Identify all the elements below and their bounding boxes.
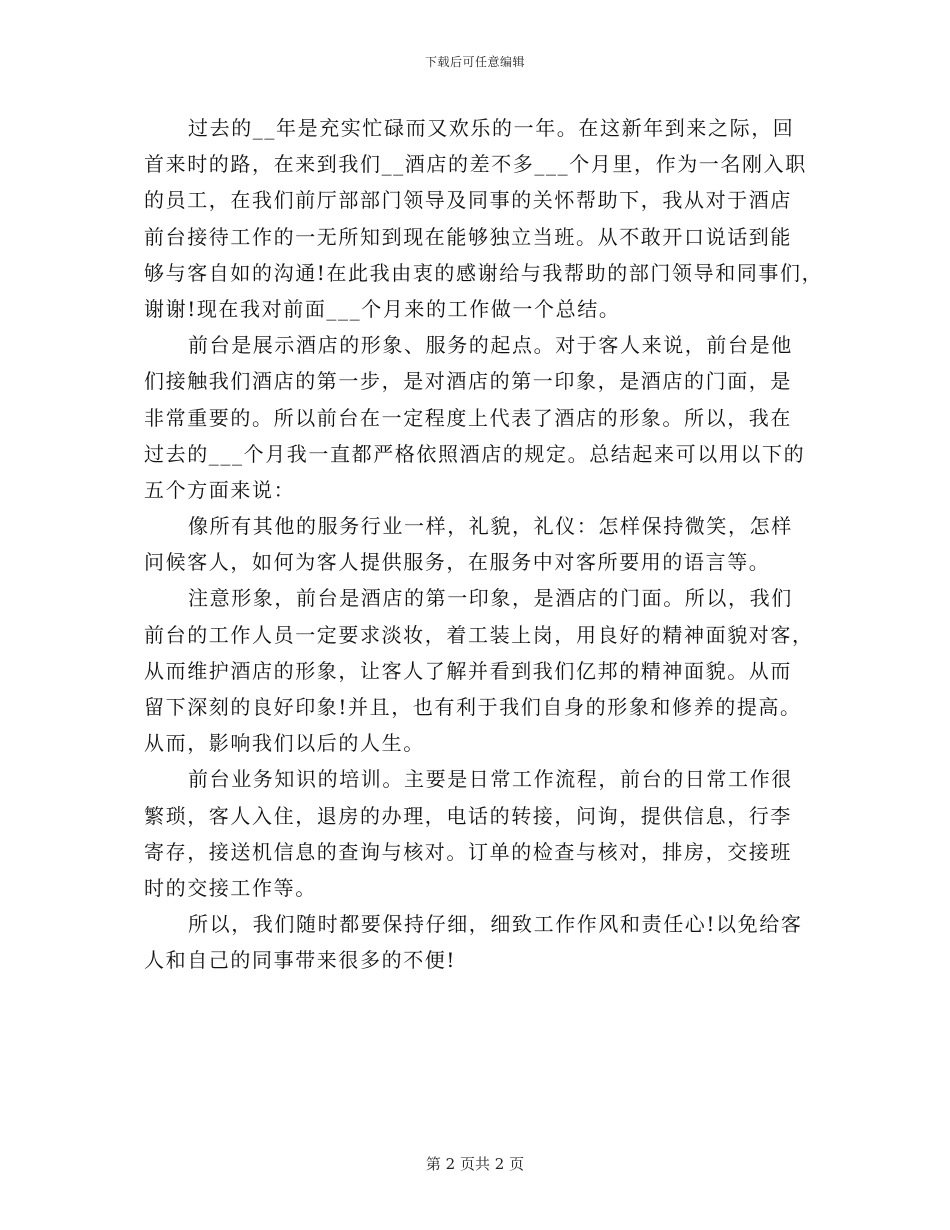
text-line: 寄存，接送机信息的查询与核对。订单的检查与核对，排房，交接班 [144, 839, 792, 864]
document-body [144, 110, 824, 979]
text-line: 人和自己的同事带来很多的不便! [144, 948, 457, 973]
text-line: 所以，我们随时都要保持仔细，细致工作作风和责任心!以免给客 [188, 912, 803, 937]
text-line: 时的交接工作等。 [144, 875, 317, 900]
text-line: 五个方面来说： [144, 477, 296, 502]
text-line: 前台是展示酒店的形象、服务的起点。对于客人来说，前台是他 [188, 333, 793, 358]
text-line: 前台接待工作的一无所知到现在能够独立当班。从不敢开口说话到能 [144, 224, 792, 249]
page-footer: 第 2 页共 2 页 [425, 1155, 525, 1173]
text-line: 谢谢!现在我对前面___个月来的工作做一个总结。 [144, 296, 621, 321]
text-line: 前台的工作人员一定要求淡妆，着工装上岗，用良好的精神面貌对客， [144, 622, 814, 647]
text-line: 非常重要的。所以前台在一定程度上代表了酒店的形象。所以，我在 [144, 405, 792, 430]
text-line: 前台业务知识的培训。主要是日常工作流程，前台的日常工作很 [188, 767, 793, 792]
page-header: 下载后可任意编辑 [424, 55, 525, 69]
text-line: 留下深刻的良好印象!并且，也有利于我们自身的形象和修养的提高。 [144, 695, 802, 719]
text-line: 的员工，在我们前厅部部门领导及同事的关怀帮助下，我从对于酒店 [144, 188, 792, 213]
text-line: 从而，影响我们以后的人生。 [144, 731, 425, 756]
text-line: 注意形象，前台是酒店的第一印象，是酒店的门面。所以，我们 [188, 586, 793, 611]
text-line: 够与客自如的沟通!在此我由衷的感谢给与我帮助的部门领导和同事们， [144, 260, 824, 285]
text-line: 过去的___个月我一直都严格依照酒店的规定。总结起来可以用以下的 [144, 441, 806, 466]
text-line: 像所有其他的服务行业一样，礼貌，礼仪：怎样保持微笑，怎样 [188, 514, 793, 539]
text-line: 过去的__年是充实忙碌而又欢乐的一年。在这新年到来之际，回 [188, 116, 795, 140]
text-line: 首来时的路，在来到我们__酒店的差不多___个月里，作为一名刚入职 [144, 152, 807, 177]
text-line: 问候客人，如何为客人提供服务，在服务中对客所要用的语言等。 [144, 550, 771, 575]
text-line: 繁琐，客人入住，退房的办理，电话的转接，问询，提供信息，行李 [144, 803, 792, 828]
text-line: 从而维护酒店的形象，让客人了解并看到我们亿邦的精神面貌。从而 [144, 658, 792, 683]
text-line: 们接触我们酒店的第一步，是对酒店的第一印象，是酒店的门面，是 [144, 369, 792, 394]
